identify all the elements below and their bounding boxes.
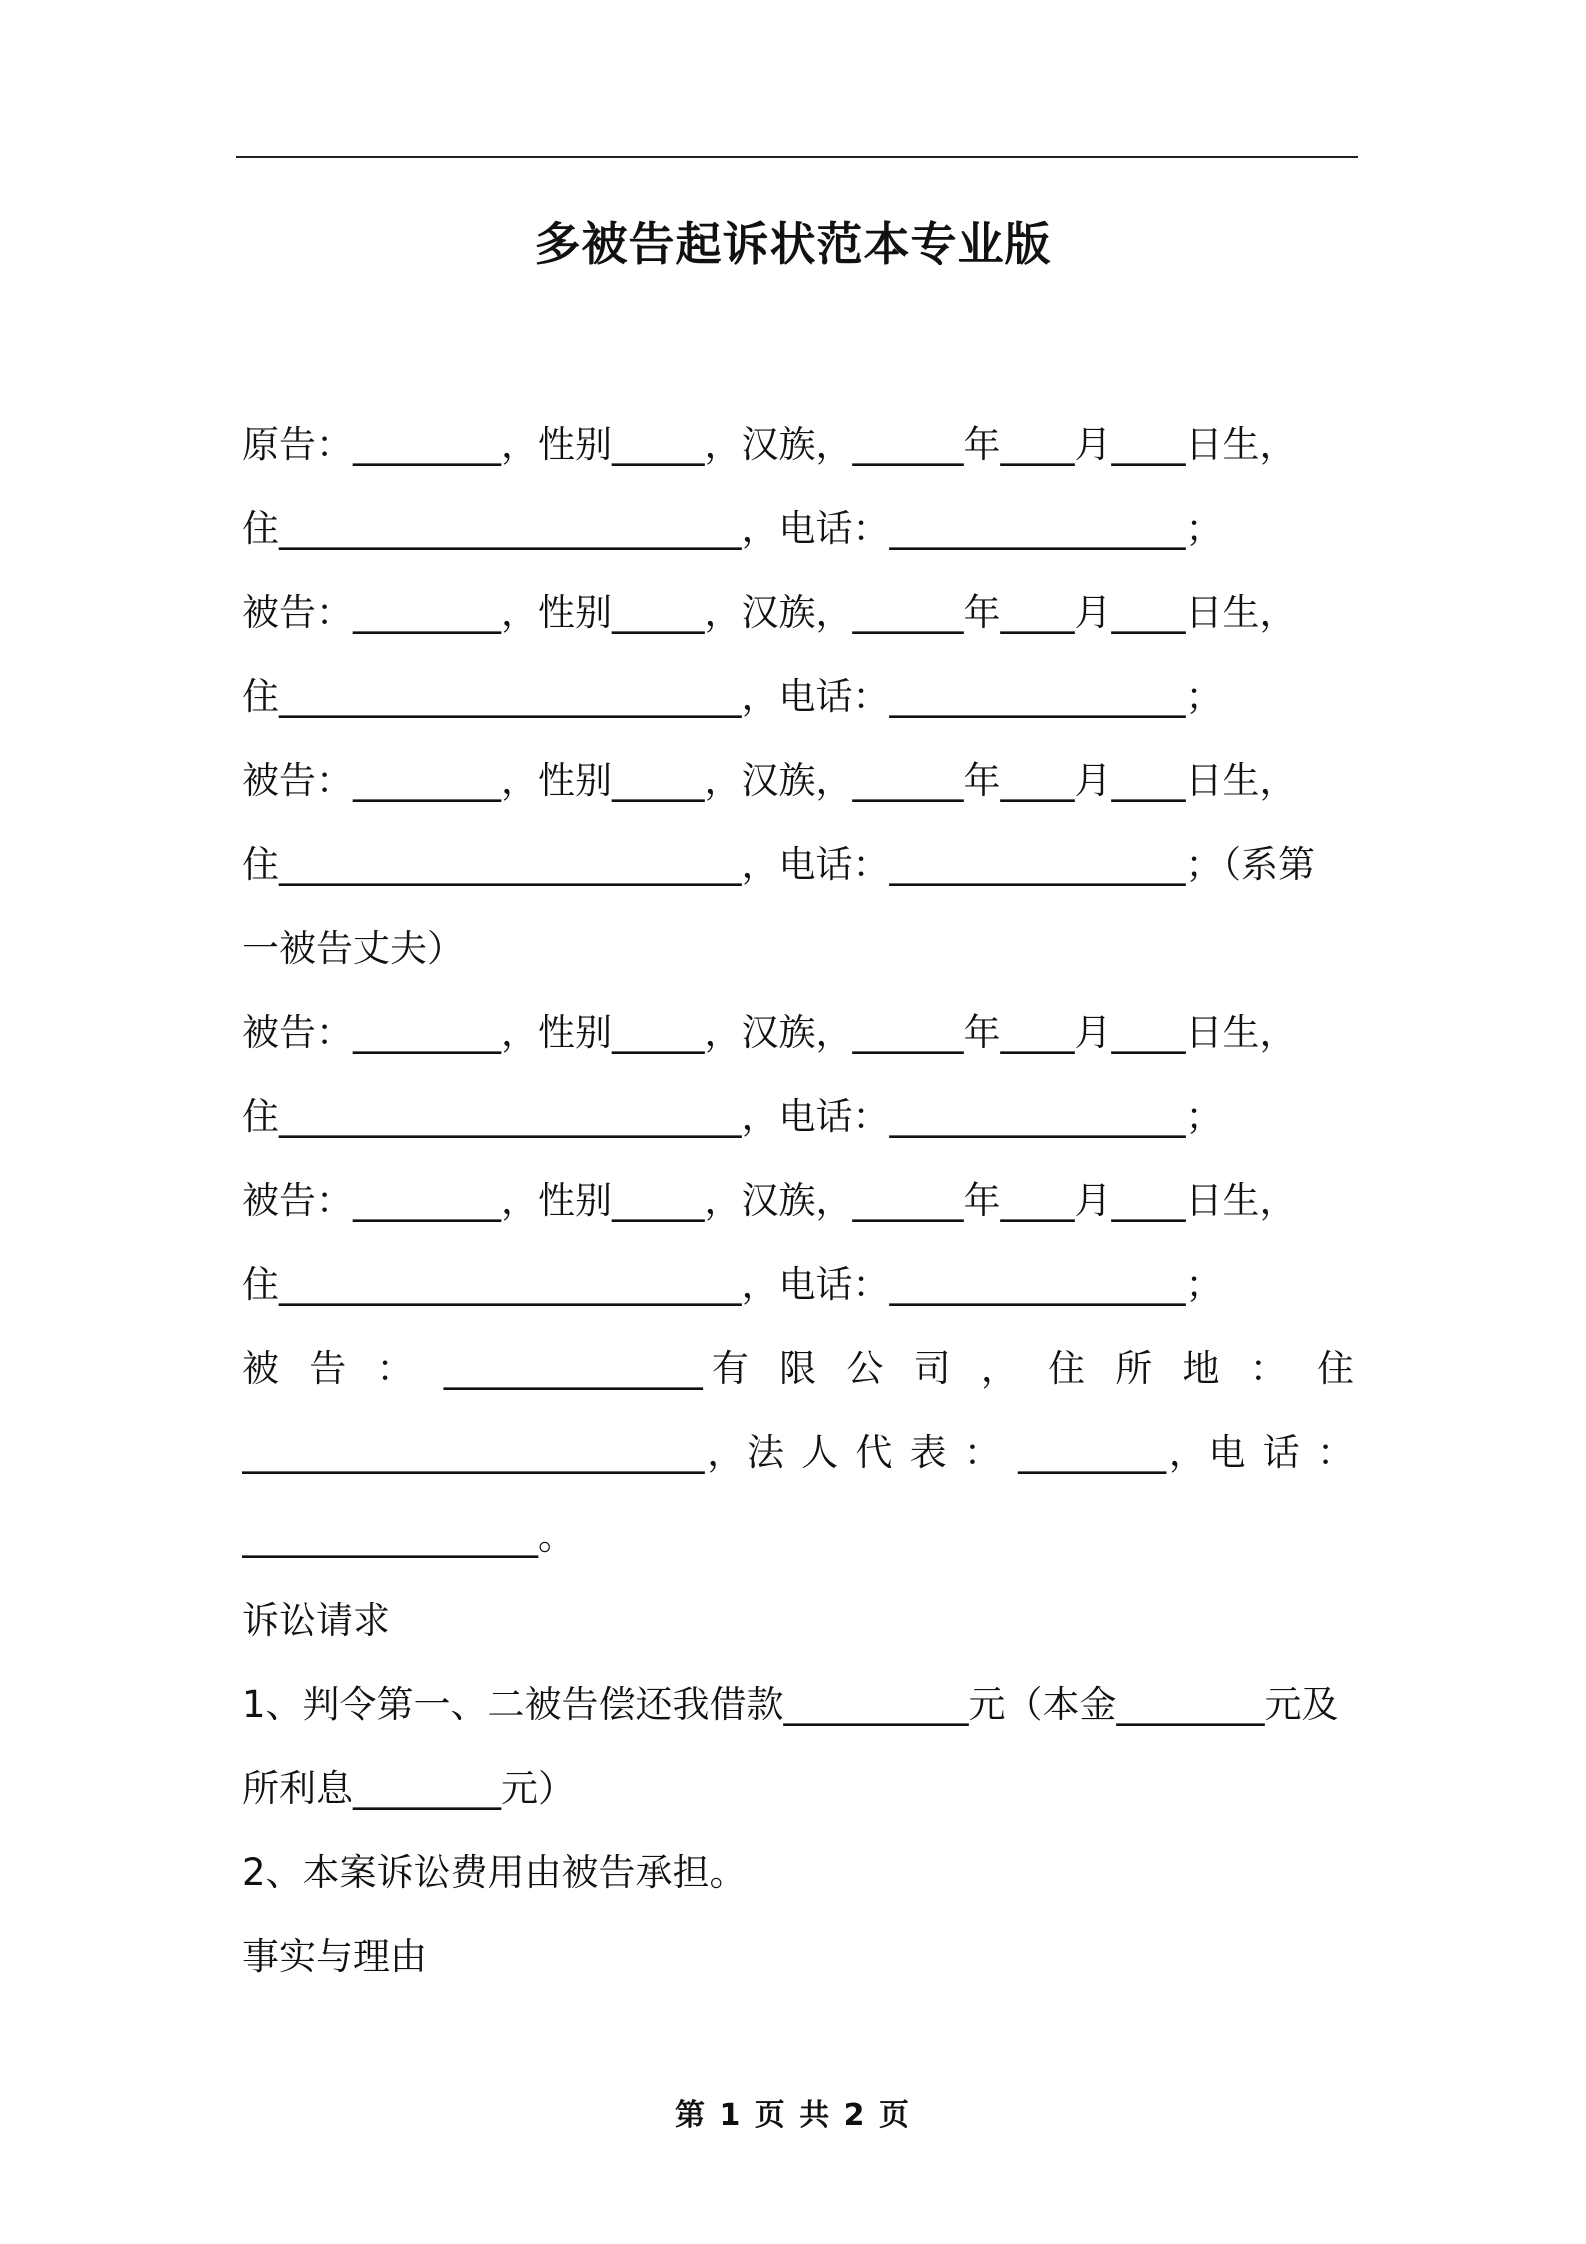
defendant-1-address-line: 住_________________________，电话：________________； [242, 675, 1223, 718]
facts-heading: 事实与理由 [242, 1935, 427, 1978]
document-title: 多被告起诉状范本专业版 [534, 217, 1052, 271]
document-body [242, 403, 1354, 1999]
defendant-company-rep-line: _________________________，法 人 代 表 ： ________，电 话 ： [242, 1431, 1354, 1474]
claim-2-line: 2、本案诉讼费用由被告承担。 [242, 1851, 747, 1894]
claim-1-line: 1、判令第一、二被告偿还我借款__________元（本金________元及 [242, 1683, 1339, 1726]
defendant-4-line: 被告：________，性别_____，汉族，______年____月____日生， [242, 1179, 1297, 1222]
claims-heading: 诉讼请求 [242, 1599, 390, 1642]
defendant-company-phone-line: ________________。 [242, 1515, 575, 1558]
page-footer: 第 1 页 共 2 页 [675, 2098, 911, 2133]
defendant-3-line: 被告：________，性别_____，汉族，______年____月____日生， [242, 1011, 1297, 1054]
plaintiff-address-line: 住_________________________，电话：________________； [242, 507, 1223, 550]
header-rule [236, 156, 1358, 158]
defendant-1-line: 被告：________，性别_____，汉族，______年____月____日生， [242, 591, 1297, 634]
defendant-2-line: 被告：________，性别_____，汉族，______年____月____日生， [242, 759, 1297, 802]
defendant-2-address-line: 住_________________________，电话：________________；（系第 [242, 843, 1315, 886]
defendant-3-address-line: 住_________________________，电话：________________； [242, 1095, 1223, 1138]
claim-1-continuation-line: 所利息________元） [242, 1767, 575, 1810]
defendant-2-note-line: 一被告丈夫） [242, 927, 464, 970]
defendant-company-line: 被 告 ： ______________有 限 公 司 ， 住 所 地 ： 住 [242, 1347, 1354, 1390]
plaintiff-line: 原告：________，性别_____，汉族，______年____月____日生， [242, 423, 1297, 466]
defendant-4-address-line: 住_________________________，电话：________________； [242, 1263, 1223, 1306]
